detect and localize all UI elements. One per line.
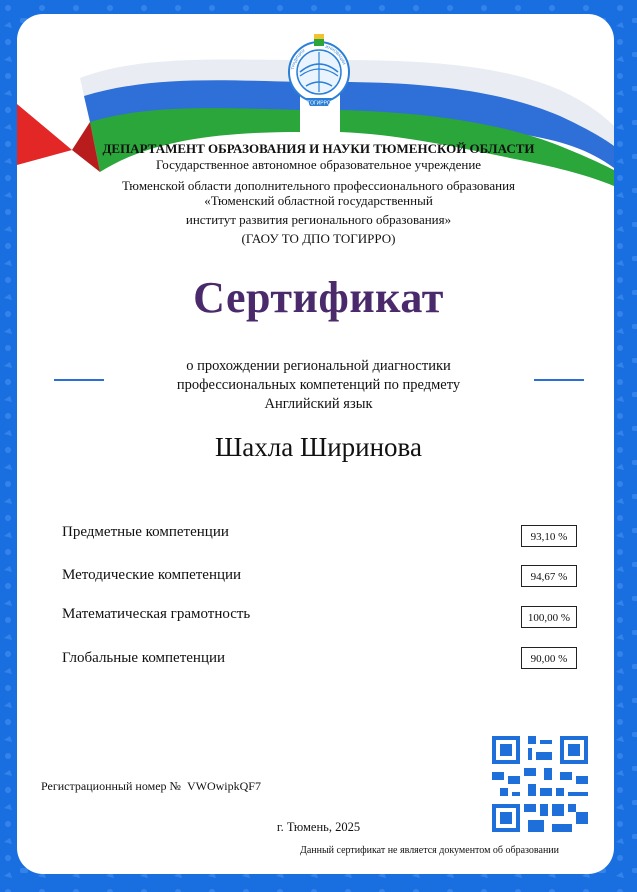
competency-score: 93,10 % [521, 525, 577, 547]
registration-number: VWOwipkQF7 [186, 779, 261, 793]
emblem-top-text: ТРАДИЦИИ [290, 48, 306, 70]
competency-label: Предметные компетенции [62, 524, 229, 540]
competency-label: Математическая грамотность [62, 606, 251, 622]
certificate-title: Сертификат [193, 273, 444, 322]
registration-line [41, 779, 261, 794]
subtitle-line-1: о прохождении региональной диагностики [186, 358, 451, 374]
org-line-3: Тюменской области дополнительного профессионального образования [121, 178, 516, 193]
org-line-5: институт развития регионального образования» [185, 212, 452, 227]
org-line-2: Государственное автономное образовательное учреждение [155, 157, 482, 172]
subject-name: Английский язык [264, 396, 373, 412]
city-year: г. Тюмень, 2025 [276, 820, 361, 834]
globe-book-emblem-icon [286, 28, 352, 110]
registration-label: Регистрационный номер № [41, 779, 181, 793]
competency-score: 90,00 % [521, 647, 577, 669]
disclaimer: Данный сертификат не является документом об образовании [300, 845, 560, 856]
competency-label: Методические компетенции [62, 567, 242, 583]
competency-label: Глобальные компетенции [62, 650, 226, 666]
org-line-6: (ГАОУ ТО ДПО ТОГИРРО) [241, 231, 396, 246]
emblem-bottom-text: ТОГИРРО [307, 100, 331, 107]
emblem-right-text: ИННОВАЦИИ [324, 43, 347, 66]
org-line-4: «Тюменский областной государственный [204, 193, 433, 208]
competency-score: 94,67 % [521, 565, 577, 587]
subtitle-line-2: профессиональных компетенций по предмету [176, 377, 461, 393]
qr-code-icon[interactable] [492, 736, 588, 832]
org-line-1: ДЕПАРТАМЕНТ ОБРАЗОВАНИЯ И НАУКИ ТЮМЕНСКОЙ ОБЛАСТИ [102, 141, 535, 156]
competency-score: 100,00 % [521, 606, 577, 628]
recipient-name: Шахла Ширинова [215, 432, 422, 462]
